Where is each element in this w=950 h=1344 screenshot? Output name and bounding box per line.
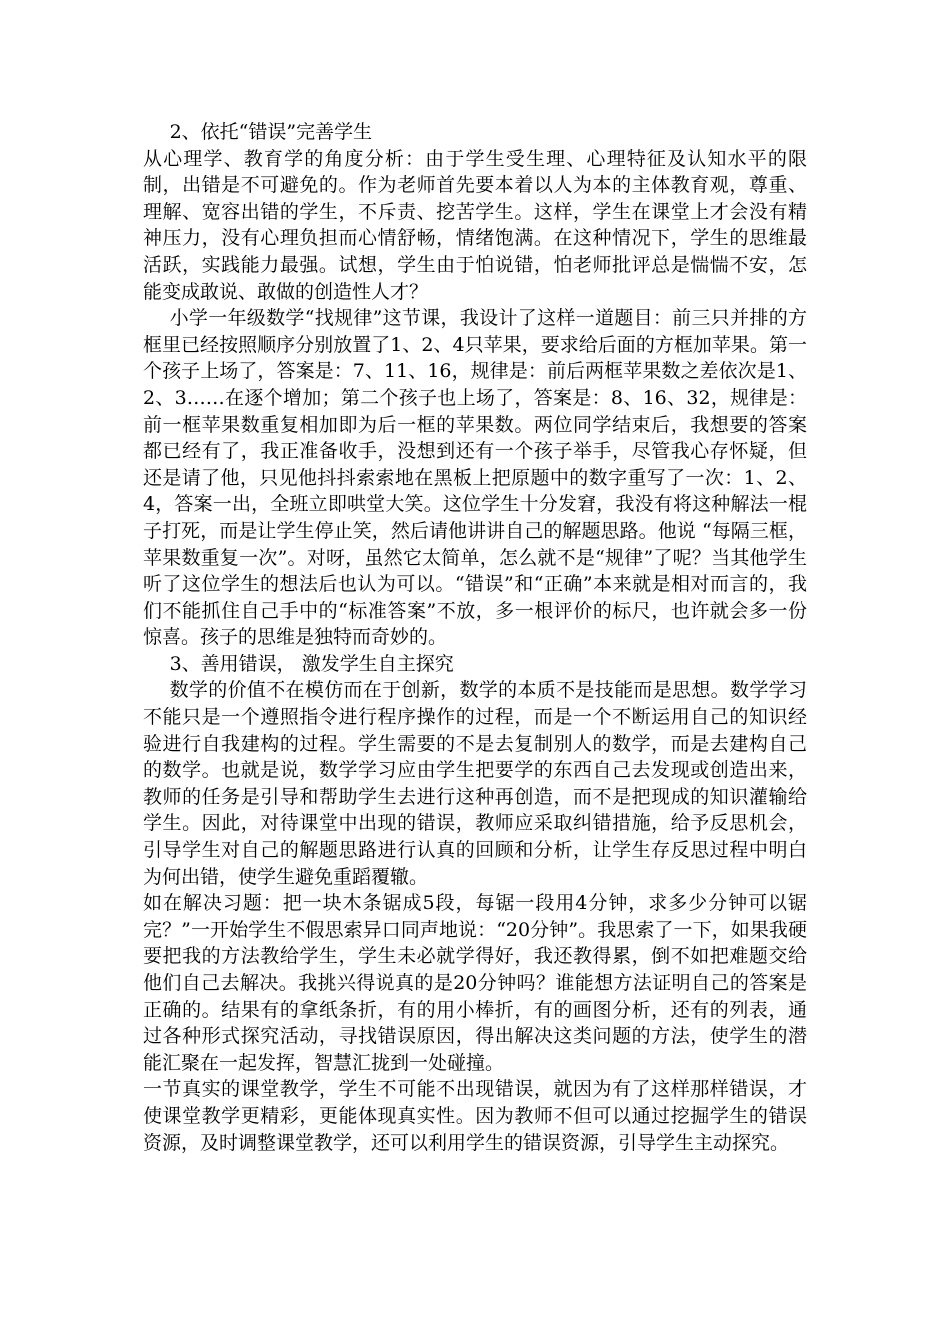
paragraph-find-pattern-example: 小学一年级数学“找规律”这节课，我设计了这样一道题目：前三只并排的方框里已经按照顺序分别放置了1、2、4只苹果，要求给后面的方框加苹果。第一个孩子上场了，答案是：7、11、16，规律是：前后两框苹果数之差依次是1、2、3……在逐个增加；第二个孩子也上场了，答案是：8、16、32，规律是：前一框苹果数重复相加即为后一框的苹果数。两位同学结束后，我想要的答案都已经有了，我正准备收手，没想到还有一个孩子举手，尽管我心存怀疑，但还是请了他，只见他抖抖索索地在黑板上把原题中的数字重写了一次：1、2、 4，答案一出，全班立即哄堂大笑。这位学生十分发窘，我没有将这种解法一棍子打死，而是让学生停止笑，然后请他讲讲自己的解题思路。他说 “每隔三框，苹果数重复一次”。对呀，虽然它太简单，怎么就不是“规律”了呢？当其他学生听了这位学生的想法后也认为可以。“错误”和“正确”本来就是相对而言的，我们不能抓住自己手中的“标准答案”不放，多一根评价的标尺，也许就会多一份惊喜。孩子的思维是独特而奇妙的。 — [143, 307, 807, 649]
paragraph-math-value: 数学的价值不在模仿而在于创新，数学的本质不是技能而是思想。数学学习不能只是一个遵照指令进行程序操作的过程，而是一个不断运用自己的知识经验进行自我建构的过程。学生需要的不是去复制别人的数学，而是去建构自己的数学。也就是说，数学学习应由学生把要学的东西自己去发现或创造出来，教师的任务是引导和帮助学生去进行这种再创造，而不是把现成的知识灌输给学生。因此，对待课堂中出现的错误，教师应采取纠错措施，给予反思机会，引导学生对自己的解题思路进行认真的回顾和分析，让学生存反思过程中明白为何出错，使学生避免重蹈覆辙。 — [143, 679, 807, 888]
section-heading-3: 3、善用错误， 激发学生自主探究 — [169, 652, 454, 675]
document-body — [143, 119, 807, 1156]
paragraph-saw-wood-example: 如在解决习题：把一块木条锯成5段，每锯一段用4分钟，求多少分钟可以锯完？”一开始学生不假思索异口同声地说：“20分钟”。我思索了一下，如果我硬要把我的方法教给学生，学生未必就学得好，我还教得累，倒不如把难题交给他们自己去解决。我挑兴得说真的是20分钟吗？谁能想方法证明自己的答案是正确的。结果有的拿纸条折，有的用小棒折，有的画图分析，还有的列表，通过各种形式探究活动，寻找错误原因，得出解决这类问题的方法，使学生的潜能汇聚在一起发挥，智慧汇拢到一处碰撞。 — [143, 892, 807, 1074]
section-heading-2: 2、依托“错误”完善学生 — [169, 121, 373, 143]
paragraph-conclusion: 一节真实的课堂教学，学生不可能不出现错误，就因为有了这样那样错误，才使课堂教学更精彩，更能体现真实性。因为教师不但可以通过挖掘学生的错误资源，及时调整课堂教学，还可以利用学生的错误资源，引导学生主动探究。 — [143, 1078, 807, 1154]
paragraph-psychology-analysis: 从心理学、教育学的角度分析：由于学生受生理、心理特征及认知水平的限制，出错是不可避免的。作为老师首先要本着以人为本的主体教育观，尊重、理解、宽容出错的学生，不斥责、挖苦学生。这样，学生在课堂上才会没有精神压力，没有心理负担而心情舒畅，情绪饱满。在这种情况下，学生的思维最活跃，实践能力最强。试想，学生由于怕说错，怕老师批评总是惴惴不安，怎能变成敢说、敢做的创造性人才？ — [143, 147, 807, 303]
